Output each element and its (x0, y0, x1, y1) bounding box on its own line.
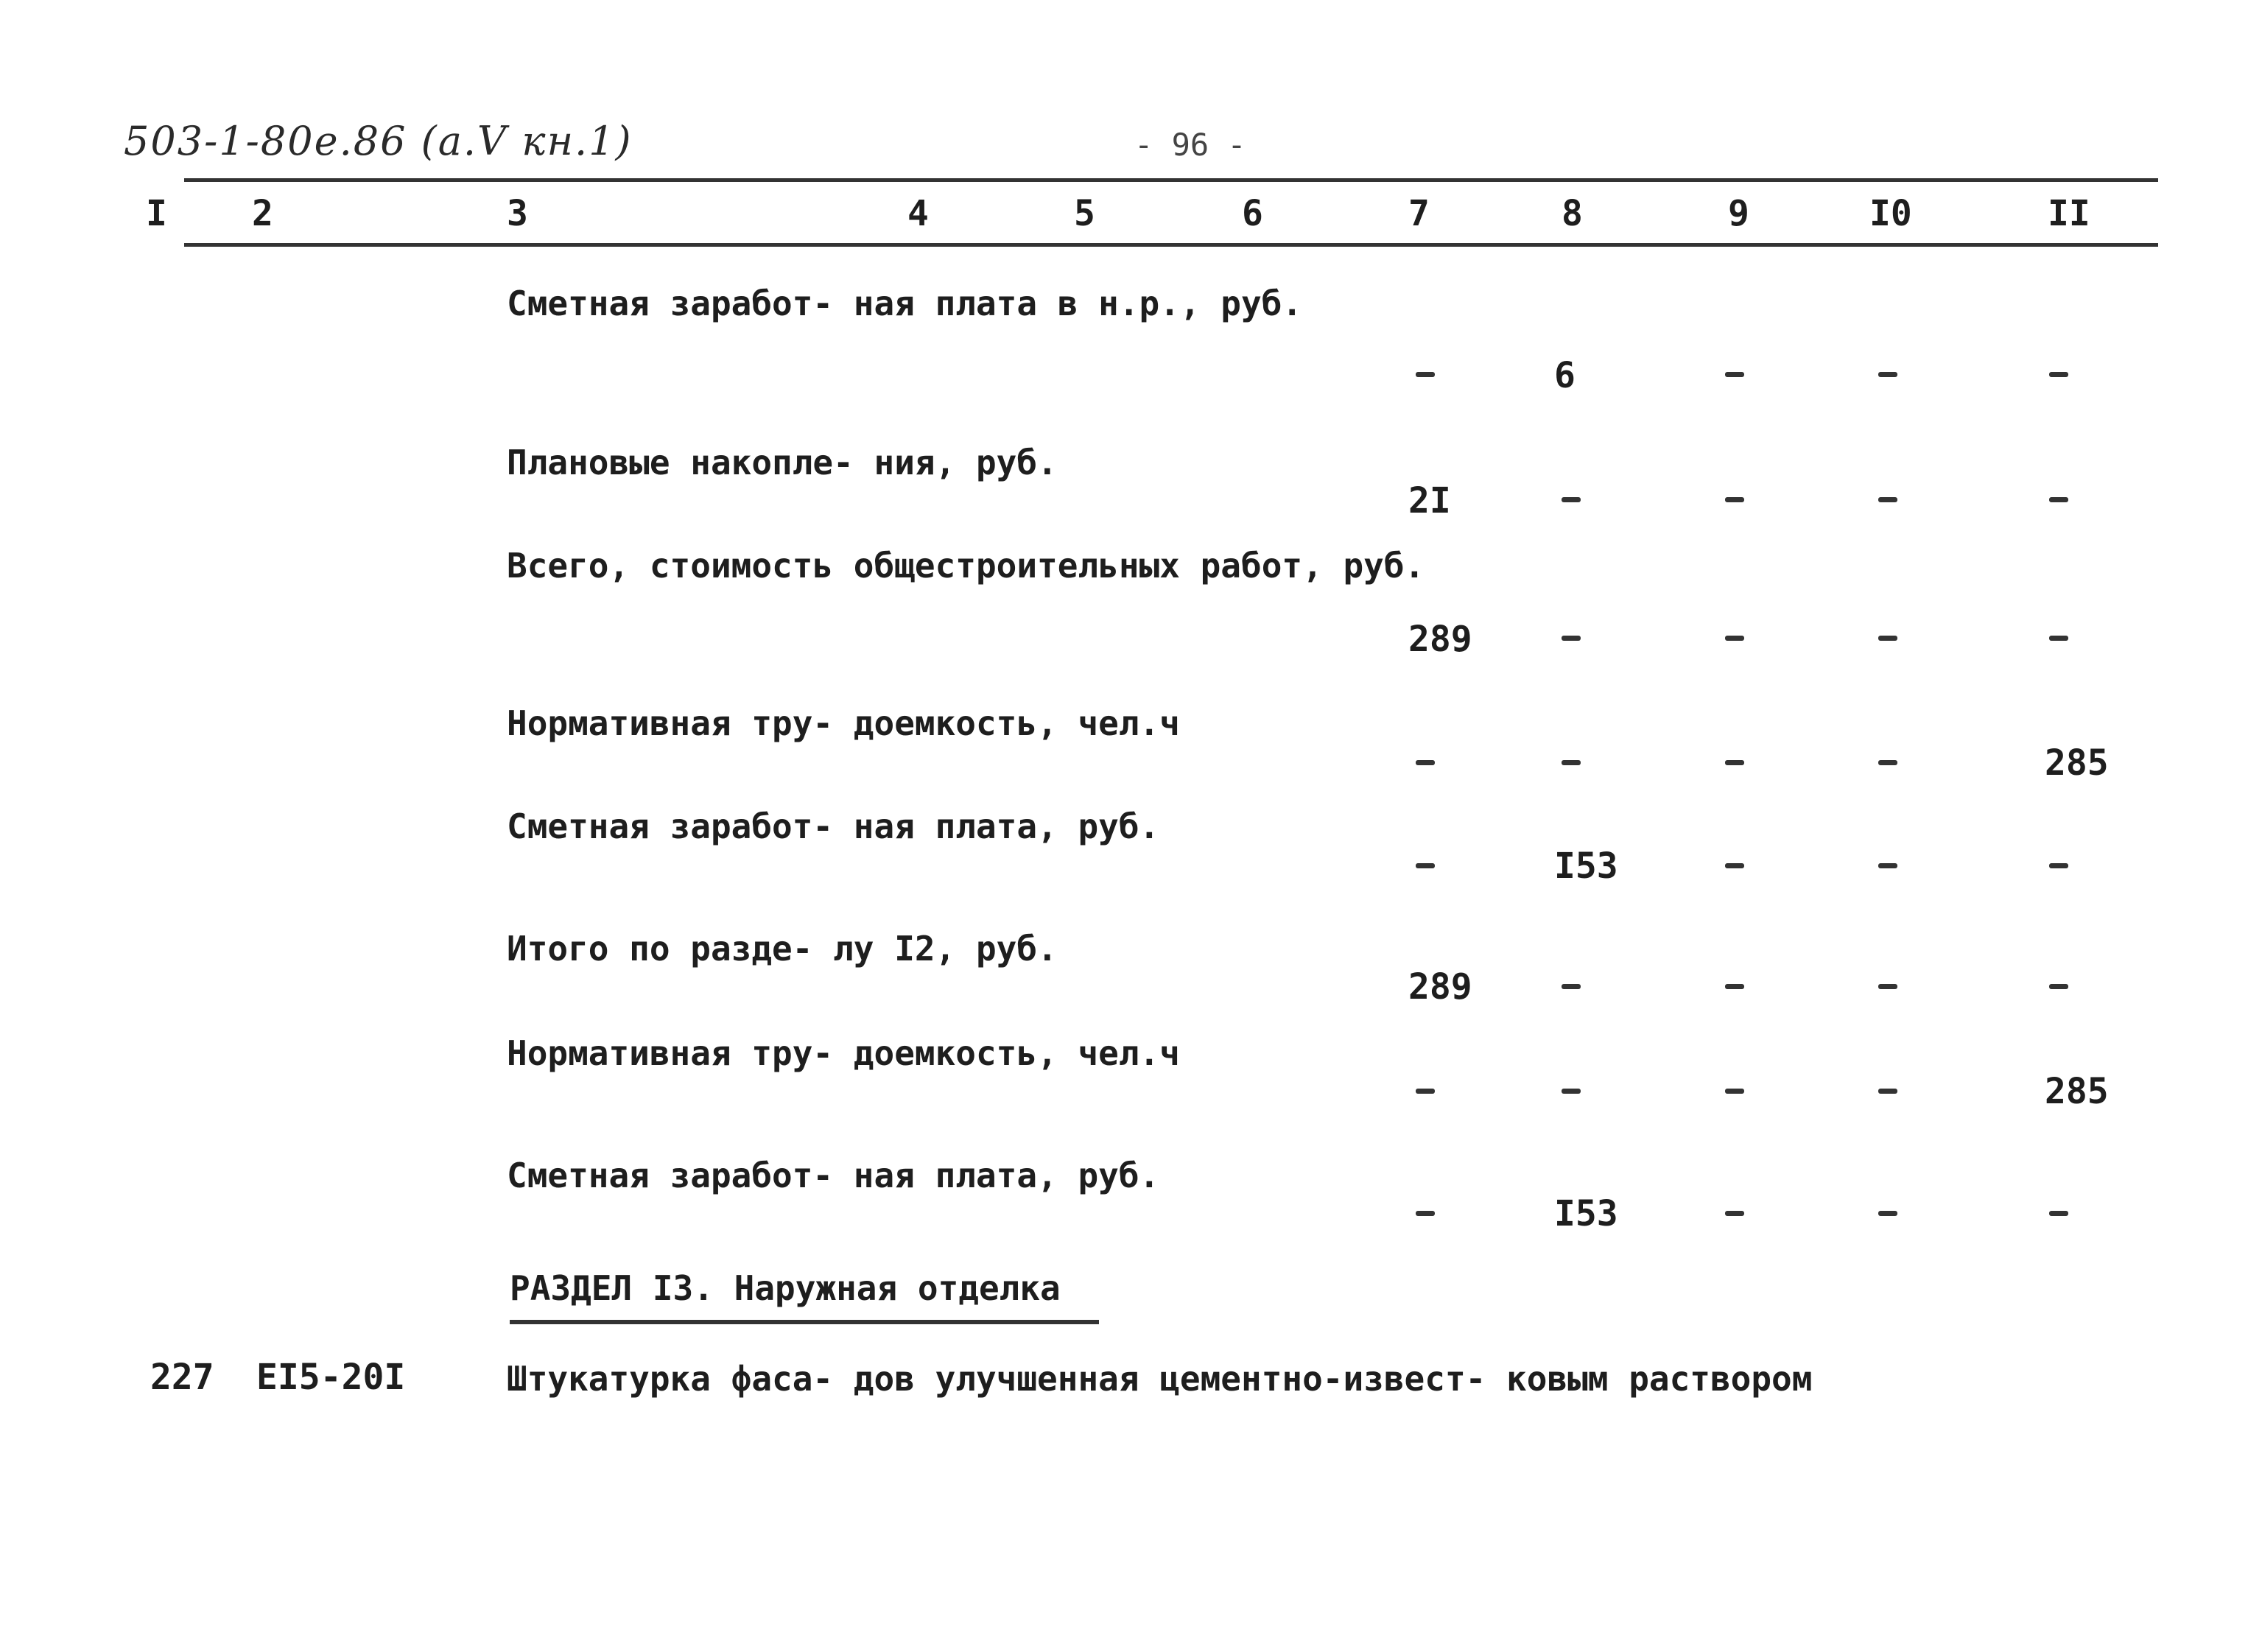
cell-value: 289 (1408, 619, 1472, 660)
row-description: Всего, стоимость общестроительных работ, руб. (507, 546, 1425, 586)
column-number-3: 3 (507, 193, 528, 234)
dash-mark (1562, 636, 1581, 641)
dash-mark (2049, 372, 2068, 377)
dash-mark (1562, 1089, 1581, 1094)
header-rule-bottom (184, 243, 2158, 247)
row-description: Итого по разде- лу I2, руб. (507, 929, 1058, 969)
dash-mark (1878, 760, 1897, 765)
cell-value: I53 (1554, 1193, 1618, 1234)
cell-value: 285 (2045, 1071, 2109, 1112)
column-number-7: 7 (1408, 193, 1430, 234)
item-code: EI5-20I (256, 1357, 406, 1398)
cell-value: I53 (1554, 846, 1618, 887)
dash-mark (1725, 636, 1744, 641)
row-description: Сметная заработ- ная плата в н.р., руб. (507, 284, 1303, 323)
section-underline (510, 1320, 1099, 1324)
dash-mark (1416, 760, 1435, 765)
dash-mark (1725, 1089, 1744, 1094)
cell-value: 2I (1408, 480, 1451, 521)
dash-mark (2049, 984, 2068, 989)
column-number-2: 2 (252, 193, 273, 234)
dash-mark (1416, 372, 1435, 377)
row-description: Нормативная тру- доемкость, чел.ч (507, 1033, 1180, 1073)
dash-mark (1725, 760, 1744, 765)
row-description: Сметная заработ- ная плата, руб. (507, 806, 1160, 846)
dash-mark (1878, 863, 1897, 868)
column-number-8: 8 (1562, 193, 1583, 234)
dash-mark (1878, 984, 1897, 989)
section-title: РАЗДЕЛ I3. Наружная отделка (510, 1268, 1061, 1308)
item-number: 227 (150, 1357, 214, 1398)
dash-mark (2049, 636, 2068, 641)
row-description: Сметная заработ- ная плата, руб. (507, 1156, 1160, 1195)
dash-mark (1878, 1211, 1897, 1216)
column-number-6: 6 (1242, 193, 1263, 234)
document-code: 503-1-80е.86 (а.V кн.1) (124, 118, 633, 164)
dash-mark (1416, 863, 1435, 868)
dash-mark (1416, 1089, 1435, 1094)
cell-value: 285 (2045, 742, 2109, 784)
row-description: Нормативная тру- доемкость, чел.ч (507, 703, 1180, 743)
page-number: - 96 - (1134, 127, 1246, 163)
header-rule-top (184, 178, 2158, 182)
dash-mark (1562, 497, 1581, 502)
dash-mark (1725, 372, 1744, 377)
dash-mark (1878, 372, 1897, 377)
dash-mark (1878, 636, 1897, 641)
item-description: Штукатурка фаса- дов улучшенная цементно-извест- ковым раствором (507, 1359, 1813, 1399)
dash-mark (1562, 760, 1581, 765)
dash-mark (1878, 1089, 1897, 1094)
dash-mark (1725, 1211, 1744, 1216)
dash-mark (1725, 497, 1744, 502)
dash-mark (1725, 863, 1744, 868)
column-number-1: I (146, 193, 167, 234)
cell-value: 289 (1408, 966, 1472, 1008)
column-number-9: 9 (1728, 193, 1749, 234)
column-number-10: I0 (1869, 193, 1912, 234)
dash-mark (1725, 984, 1744, 989)
dash-mark (1878, 497, 1897, 502)
dash-mark (1416, 1211, 1435, 1216)
column-number-4: 4 (907, 193, 929, 234)
dash-mark (1562, 984, 1581, 989)
dash-mark (2049, 1211, 2068, 1216)
dash-mark (2049, 863, 2068, 868)
column-number-5: 5 (1074, 193, 1095, 234)
dash-mark (2049, 497, 2068, 502)
row-description: Плановые накопле- ния, руб. (507, 443, 1058, 482)
column-number-11: II (2048, 193, 2090, 234)
cell-value: 6 (1554, 355, 1576, 396)
